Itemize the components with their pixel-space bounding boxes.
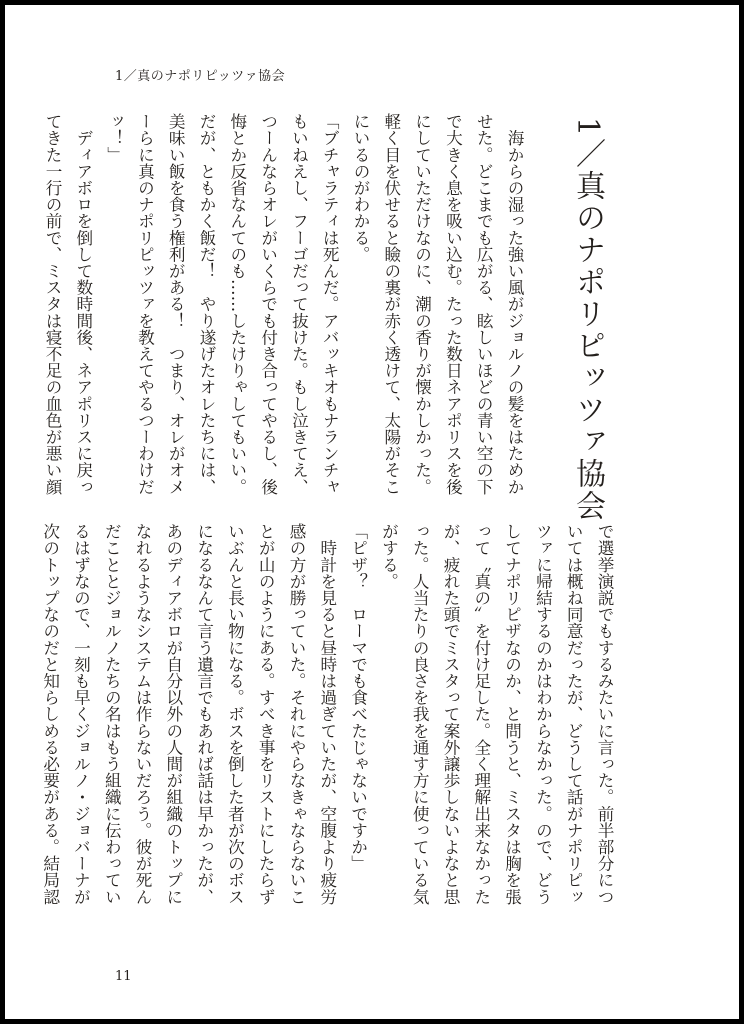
book-page bbox=[5, 5, 739, 1019]
text-line: 次のトップなのだと知らしめる必要がある。結局認 bbox=[40, 523, 60, 905]
text-line: にいるのがわかる。 bbox=[351, 113, 371, 263]
text-line: 軽く目を伏せると瞼の裏が赤く透けて、太陽がそこ bbox=[381, 113, 401, 495]
text-line: だが、ともかく飯だ！ やり遂げたオレたちには、 bbox=[197, 113, 217, 495]
text-line: 海からの湿った強い風がジョルノの髪をはためか bbox=[505, 113, 524, 495]
text-line: つーんならオレがいくらでも付き合ってやるし、後 bbox=[258, 113, 278, 495]
text-line: で選挙演説でもするみたいに言った。前半部分につ bbox=[595, 523, 614, 905]
text-line: とが山のようにある。すべき事をリストにしたらず bbox=[256, 523, 276, 905]
text-line: てきた一行の前で、ミスタは寝不足の血色が悪い顔 bbox=[43, 113, 63, 495]
page-number: 11 bbox=[115, 969, 132, 984]
text-line: 「ピザ？ ローマでも食べたじゃないですか」 bbox=[348, 523, 368, 872]
text-line: ッ！」 bbox=[104, 113, 124, 163]
text-line: もいねえし、フーゴだって抜けた。もし泣きてえ、 bbox=[289, 113, 309, 495]
text-block-lower bbox=[40, 523, 619, 953]
text-line: 「ブチャラティは死んだ。アバッキオもナランチャ bbox=[320, 113, 340, 495]
text-line: 感の方が勝っていた。それにやらなきゃならないこ bbox=[287, 523, 307, 905]
text-line: ーらに真のナポリピッツァを教えてやるつーわけだ bbox=[135, 113, 155, 495]
text-line: がする。 bbox=[379, 523, 399, 590]
text-line: いぶんと長い物になる。ボスを倒した者が次のボス bbox=[225, 523, 245, 905]
text-line: なれるようなシステムは作らないだろう。彼が死ん bbox=[133, 523, 153, 905]
text-line: るはずなので、一刻も早くジョルノ・ジョバーナが bbox=[71, 523, 91, 905]
text-line: が、疲れた頭でミスタって案外譲歩しないよなと思 bbox=[441, 523, 461, 905]
text-line: 時計を見ると昼時は過ぎていたが、空腹より疲労 bbox=[317, 523, 337, 905]
text-line: あのディアボロが自分以外の人間が組織のトップに bbox=[163, 523, 183, 905]
text-line: 悔とか反省なんてのも……したけりゃしてもいい。 bbox=[227, 113, 247, 495]
text-line: って〝真の〟を付け足した。全く理解出来なかった bbox=[471, 523, 491, 905]
text-line: で大きく息を吸い込む。たった数日ネアポリスを後 bbox=[443, 113, 463, 495]
text-line: 美味い飯を食う権利がある！ つまり、オレがオメ bbox=[166, 113, 186, 495]
text-line: ツァに帰結するのかはわからなかった。ので、どう bbox=[533, 523, 553, 905]
text-block-upper bbox=[43, 113, 529, 513]
text-line: にしていただけなのに、潮の香りが懐かしかった。 bbox=[412, 113, 432, 495]
text-line: せた。どこまでも広がる、眩しいほどの青い空の下 bbox=[474, 113, 494, 495]
text-line: ディアボロを倒して数時間後、ネアポリスに戻っ bbox=[73, 113, 93, 495]
text-line: してナポリピザなのか、と問うと、ミスタは胸を張 bbox=[502, 523, 522, 905]
text-line: った。人当たりの良さを我を通す方に使っている気 bbox=[410, 523, 430, 905]
text-line: いては概ね同意だったが、どうして話がナポリピッ bbox=[564, 523, 584, 905]
text-line: になるなんて言う遺言でもあれば話は早かったが、 bbox=[194, 523, 214, 905]
text-line: だこととジョルノたちの名はもう組織に伝わってい bbox=[102, 523, 122, 905]
chapter-title: 1／真のナポリピッツァ協会 bbox=[570, 117, 605, 523]
running-header: 1／真のナポリピッツァ協会 bbox=[115, 69, 286, 84]
